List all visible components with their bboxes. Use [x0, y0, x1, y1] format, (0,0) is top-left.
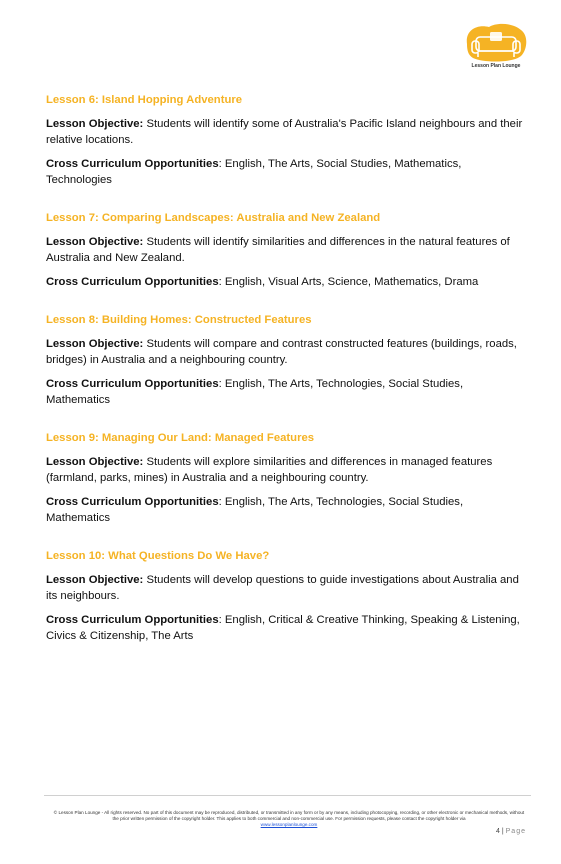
- lesson-title: Lesson 10: What Questions Do We Have?: [46, 550, 270, 562]
- cross-curriculum-text: : English, Critical & Creative Thinking, Speaking & Listening, Civics & Citizenship, The Arts: [46, 614, 520, 642]
- cross-curriculum: [46, 274, 524, 290]
- objective-label: Lesson Objective:: [46, 574, 144, 586]
- footer-divider: [44, 795, 531, 796]
- logo-caption: Lesson Plan Lounge: [471, 63, 521, 69]
- cross-curriculum-text: : English, The Arts, Technologies, Social Studies, Mathematics: [46, 378, 464, 406]
- cross-curriculum: [46, 612, 524, 644]
- page-number-value: 4: [496, 828, 500, 835]
- cross-curriculum-label: Cross Curriculum Opportunities: [46, 158, 219, 170]
- objective-label: Lesson Objective:: [46, 118, 144, 130]
- sofa-logo-icon: [463, 22, 529, 64]
- cross-curriculum-text: : English, The Arts, Social Studies, Mathematics, Technologies: [46, 158, 462, 186]
- lesson-objective: [46, 572, 524, 604]
- lesson-item: [46, 93, 524, 188]
- lesson-objective: [46, 234, 524, 266]
- lesson-objective: [46, 116, 524, 148]
- lesson-title: Lesson 8: Building Homes: Constructed Features: [46, 314, 312, 326]
- objective-text: Students will explore similarities and differences in managed features (farmland, parks, mines) in Australia and a neighbouring country.: [46, 456, 493, 484]
- footer-copyright: [50, 810, 528, 828]
- cross-curriculum-label: Cross Curriculum Opportunities: [46, 614, 219, 626]
- page-word: Page: [505, 828, 526, 835]
- cross-curriculum-text: : English, Visual Arts, Science, Mathematics, Drama: [218, 276, 479, 288]
- objective-label: Lesson Objective:: [46, 456, 144, 468]
- cross-curriculum-label: Cross Curriculum Opportunities: [46, 276, 219, 288]
- copyright-text: © Lesson Plan Lounge - All rights reserved. No part of this document may be reproduced, distributed, or transmitted in any form or by any means, including photocopying, recording, or other electronic or mechanical methods, without the prior written permission of the copyright holder. This applies to both commercial and non-commercial use. For permission requests, please contact the copyright holder via: [53, 810, 525, 821]
- website-link[interactable]: www.lessonplanlounge.com: [260, 822, 318, 827]
- lesson-objective: [46, 454, 524, 486]
- objective-text: Students will identify similarities and differences in the natural features of Australia and New Zealand.: [46, 236, 510, 264]
- lesson-title: Lesson 6: Island Hopping Adventure: [46, 94, 243, 106]
- objective-text: Students will develop questions to guide investigations about Australia and its neighbours.: [46, 574, 519, 602]
- lesson-item: [46, 313, 524, 408]
- cross-curriculum-label: Cross Curriculum Opportunities: [46, 378, 219, 390]
- objective-text: Students will identify some of Australia's Pacific Island neighbours and their relative locations.: [46, 118, 523, 146]
- lesson-list: [46, 93, 524, 667]
- lesson-item: [46, 549, 524, 644]
- cross-curriculum-text: : English, The Arts, Technologies, Social Studies, Mathematics: [46, 496, 464, 524]
- lesson-item: [46, 431, 524, 526]
- page-number: [496, 828, 526, 835]
- cross-curriculum: [46, 494, 524, 526]
- objective-text: Students will compare and contrast constructed features (buildings, roads, bridges) in Australia and a neighbouring country.: [46, 338, 517, 366]
- cross-curriculum: [46, 156, 524, 188]
- lesson-title: Lesson 7: Comparing Landscapes: Australia and New Zealand: [46, 212, 381, 224]
- lesson-item: [46, 211, 524, 290]
- lesson-objective: [46, 336, 524, 368]
- objective-label: Lesson Objective:: [46, 338, 144, 350]
- cross-curriculum: [46, 376, 524, 408]
- page-separator: |: [499, 828, 506, 835]
- cross-curriculum-label: Cross Curriculum Opportunities: [46, 496, 219, 508]
- lesson-title: Lesson 9: Managing Our Land: Managed Features: [46, 432, 315, 444]
- objective-label: Lesson Objective:: [46, 236, 144, 248]
- lesson-plan-lounge-logo: [463, 22, 529, 74]
